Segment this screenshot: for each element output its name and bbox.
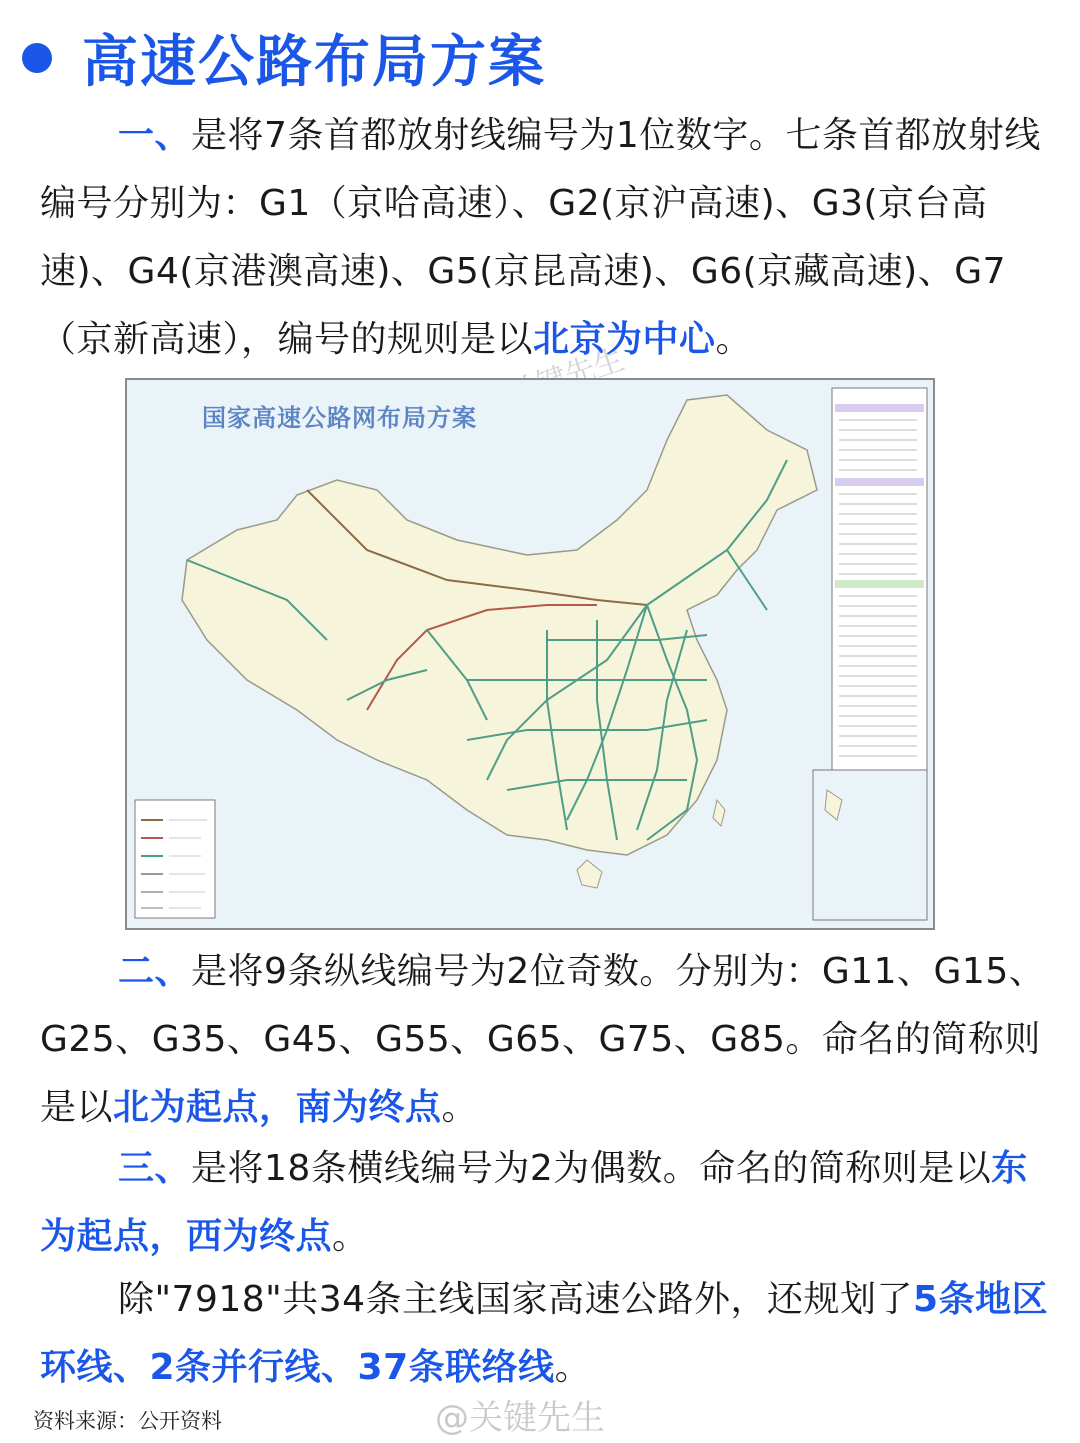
paragraph-emphasis: 5条地区环线、2条并行线、37条联络线 bbox=[40, 1279, 1049, 1388]
highway-network-map bbox=[125, 378, 935, 930]
page-title: 高速公路布局方案 bbox=[82, 30, 546, 95]
paragraph-lead: 三、 bbox=[118, 1148, 192, 1189]
paragraph-horizontal-lines bbox=[40, 1135, 1050, 1271]
paragraph-emphasis: 北京为中心 bbox=[533, 319, 716, 360]
paragraph-end: 。 bbox=[554, 1347, 592, 1388]
watermark: @关键先生 bbox=[435, 1398, 605, 1438]
header bbox=[22, 18, 546, 98]
china-map-image bbox=[127, 380, 933, 928]
bullet-dot-icon bbox=[22, 43, 52, 73]
paragraph-other-lines bbox=[40, 1266, 1050, 1402]
paragraph-vertical-lines bbox=[40, 938, 1050, 1142]
paragraph-text: 是将7条首都放射线编号为1位数字。七条首都放射线编号分别为：G1（京哈高速）、G2(京沪高速)、G3(京台高速)、G4(京港澳高速)、G5(京昆高速)、G6(京藏高速)、G7（京新高速），编号的规则是以 bbox=[40, 115, 1041, 360]
paragraph-end: 。 bbox=[332, 1216, 369, 1257]
source-note: 资料来源：公开资料 bbox=[33, 1409, 222, 1433]
paragraph-text: 除"7918"共34条主线国家高速公路外，还规划了 bbox=[118, 1279, 914, 1320]
paragraph-end: 。 bbox=[441, 1087, 479, 1128]
paragraph-text: 是将18条横线编号为2为偶数。命名的简称则是以 bbox=[191, 1148, 992, 1189]
map-title: 国家高速公路网布局方案 bbox=[202, 404, 477, 432]
paragraph-lead: 一、 bbox=[118, 115, 192, 156]
paragraph-end: 。 bbox=[715, 319, 753, 360]
paragraph-lead: 二、 bbox=[118, 951, 192, 992]
paragraph-emphasis: 东为起点，西为终点 bbox=[40, 1148, 1028, 1257]
paragraph-emphasis: 北为起点，南为终点 bbox=[113, 1087, 442, 1128]
paragraph-radial-lines bbox=[40, 102, 1050, 374]
paragraph-text: 是将9条纵线编号为2位奇数。分别为：G11、G15、G25、G35、G45、G55、G65、G75、G85。命名的简称则是以 bbox=[40, 951, 1046, 1128]
